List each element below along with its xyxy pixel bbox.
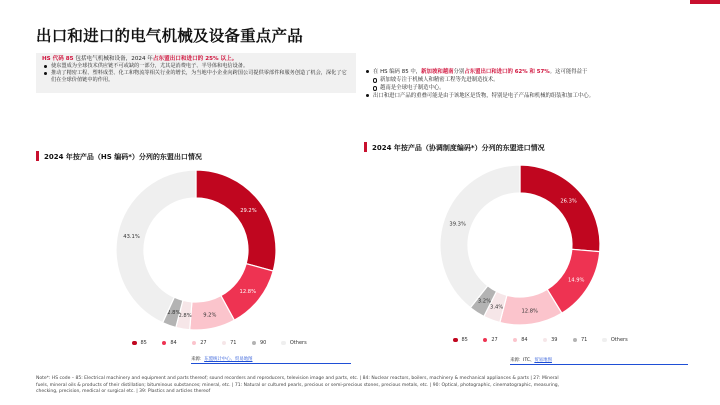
donut-slice-85 [520,165,600,252]
donut-data-label: 12.8% [239,288,257,295]
insight-text: 在 HS 编码 85 中， [373,69,422,75]
legend-item [252,340,267,346]
legend-item [132,340,147,346]
export-chart-source [191,356,253,362]
donut-data-label: 3.4% [490,304,504,311]
page-title: 出口和进口的电气机械及设备重点产品 [36,27,303,45]
legend-swatch [162,341,167,346]
lead-highlight: HS 代码 85 [42,56,74,62]
legend-swatch [602,338,607,343]
insight-bullet: 出口和进口产品的重叠可能是由于该地区是货物，特别是电子产品和机械的组装和加工中心。 [364,92,694,100]
legend-swatch [132,341,137,346]
legend-label: 39 [551,337,558,343]
legend-swatch [573,338,578,343]
source-link[interactable]: 东盟统计中心、贸易地图 [204,357,253,362]
export-chart-title: 2024 年按产品（HS 编码*）分列的东盟出口情况 [44,153,202,161]
legend-swatch [252,341,257,346]
insight-sub-bullet: 越南是全球电子制造中心。 [364,84,694,92]
legend-label: 71 [581,337,588,343]
donut-data-label: 26.3% [560,198,577,205]
legend-item [162,340,177,346]
legend-label: 85 [140,340,147,346]
legend-item [192,340,207,346]
legend-label: Others [610,337,628,343]
export-chart-legend [132,340,322,346]
legend-label: 71 [230,340,237,346]
source-link[interactable]: 贸易地图 [534,358,552,363]
donut-slice-others [116,170,196,323]
legend-item [453,337,468,343]
legend-label: 27 [491,337,498,343]
insight-list [364,68,694,100]
source-underline [510,364,688,365]
summary-box [36,53,356,93]
legend-swatch [281,341,286,346]
legend-item [281,340,306,346]
import-chart-legend [453,337,643,343]
donut-data-label: 43.1% [123,233,140,240]
donut-data-label: 9.2% [203,312,217,319]
insight-text: 分别 [453,69,465,75]
legend-item [543,337,558,343]
insight-text: 。这可能得益于 [549,69,588,75]
import-chart-source [510,357,552,363]
legend-swatch [192,341,197,346]
insight-highlight: 新加坡和越南 [421,69,454,75]
chart-title-bar [36,151,39,161]
summary-bullet: 使东盟成为全球技术供应链不可或缺的一部分，尤其是消费电子、半导体和电信设备。 [42,63,350,70]
import-donut-chart [420,155,620,335]
legend-swatch [513,338,518,343]
insight-bullet [364,68,694,76]
donut-data-label: 14.9% [567,277,585,284]
legend-swatch [543,338,548,343]
insight-sub-bullet: 新加坡专注于机械人和精密工程等先进制造技术。 [364,76,694,84]
donut-slice-others [440,165,520,308]
lead-text: 包括电气机械和设备，2024 年 [73,56,153,62]
legend-label: 90 [260,340,267,346]
legend-item [513,337,528,343]
donut-data-label: 2.8% [178,313,192,320]
legend-label: Others [289,340,307,346]
legend-swatch [222,341,227,346]
legend-swatch [453,338,458,343]
legend-item [222,340,237,346]
source-label: 来源：ITC、 [510,358,535,363]
legend-label: 84 [521,337,528,343]
chart-title-bar [364,142,367,152]
legend-item [573,337,588,343]
source-underline [191,363,351,364]
donut-data-label: 12.8% [521,308,538,315]
export-donut-chart [96,160,296,340]
source-label: 来源： [191,357,205,362]
summary-lead [42,55,350,63]
legend-item [483,337,498,343]
legend-label: 27 [200,340,207,346]
donut-data-label: 29.2% [240,207,257,214]
accent-bar [690,0,720,4]
donut-data-label: 3.2% [477,298,492,305]
import-chart-title: 2024 年按产品（协调制度编码*）分列的东盟进口情况 [372,144,545,152]
legend-item [602,337,627,343]
donut-data-label: 2.8% [167,310,181,317]
legend-label: 84 [170,340,177,346]
lead-highlight-share: 占东盟出口和进口的 25% 以上。 [152,56,238,62]
legend-label: 85 [461,337,468,343]
insight-highlight: 占东盟出口和进口的 62% 和 57% [464,69,550,75]
summary-bullet: 推动了精密工程、塑料成型、化工和物流等相关行业的增长，为当地中小企业向跨国公司提供零部件和服务创造了机会，深化了它们在全球价值链中的作用。 [42,70,350,84]
donut-slice-85 [196,170,276,271]
donut-data-label: 39.3% [449,221,466,228]
footnote: Note*: HS code – 85: Electrical machinery and equipment and parts thereof; sound recorders and reproducers, television image and parts, etc. | 84: Nuclear reactors, boilers, machinery & mechanical appliances & parts | 27: Mineral fuels, mineral oils & products of their distillation; bituminous substances; mineral, etc. | 71: Natural or cultured pearls, precious or semi-precious stones, precious metals, etc. | 90: Optical, photographic, cinematographic, measuring, checking, precision, medical or surgical etc. | 39: Plastics and articles thereof [36,376,560,395]
legend-swatch [483,338,488,343]
